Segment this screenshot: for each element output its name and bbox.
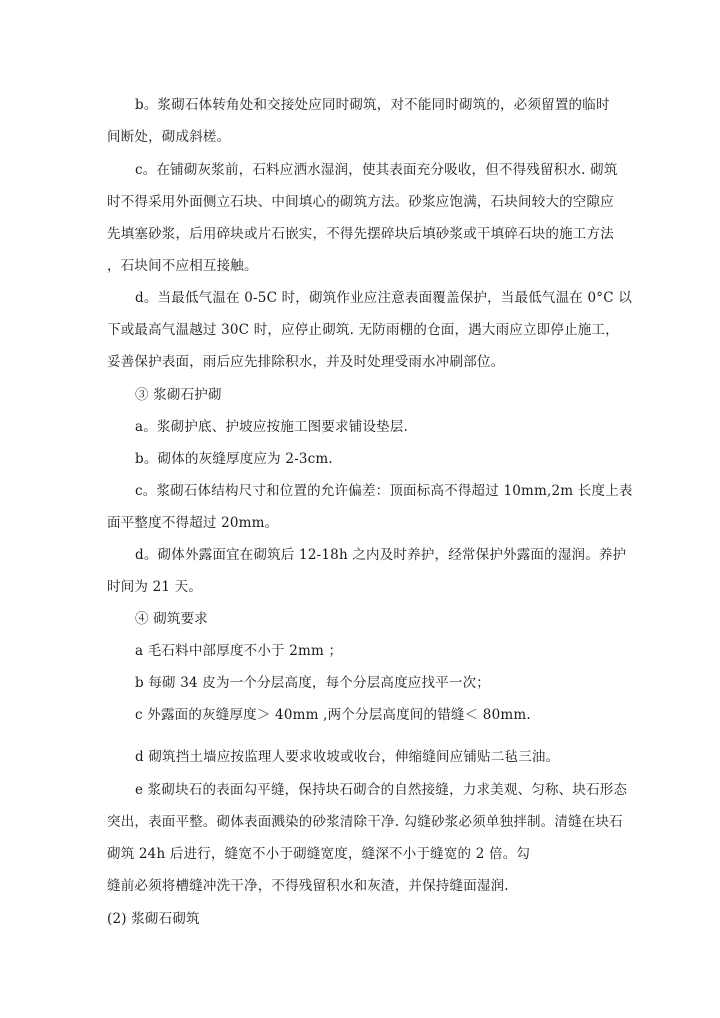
paragraph-a-masonry-protection: a。浆砌护底、护坡应按施工图要求铺设垫层. [135, 419, 409, 435]
paragraph-c-line-1: c。在铺砌灰浆前，石料应洒水湿润，使其表面充分吸收，但不得残留积水. 砌筑 [135, 162, 618, 178]
section-heading-3: ③ 浆砌石护砌 [135, 387, 222, 403]
requirement-e-line-1: e 浆砌块石的表面勾平缝，保持块石砌合的自然接缝，力求美观、匀称、块石形态 [135, 782, 628, 798]
paragraph-b-joint-thickness: b。砌体的灰缝厚度应为 2-3cm. [135, 451, 333, 467]
requirement-b: b 每砌 34 皮为一个分层高度，每个分层高度应找平一次； [135, 675, 490, 691]
section-heading-2: (2) 浆砌石砌筑 [107, 911, 200, 927]
requirement-c: c 外露面的灰缝厚度＞ 40mm ,两个分层高度间的错缝＜ 80mm. [135, 707, 531, 723]
section-heading-4: ④ 砌筑要求 [135, 611, 208, 627]
paragraph-c-line-3: 先填塞砂浆，后用碎块或片石嵌实，不得先摆碎块后填砂浆或干填碎石块的施工方法 [107, 226, 614, 242]
paragraph-d-line-2: 下或最高气温越过 30C 时，应停止砌筑. 无防雨棚的仓面，遇大雨应立即停止施工， [107, 322, 619, 338]
requirement-e-line-4: 缝前必须将槽缝冲洗干净，不得残留积水和灰渣，并保持缝面湿润. [107, 878, 509, 894]
paragraph-d-curing-line-2: 时间为 21 天。 [107, 579, 203, 595]
paragraph-b-line-2: 间断处，砌成斜槎。 [107, 129, 231, 145]
paragraph-d-curing-line-1: d。砌体外露面宜在砌筑后 12-18h 之内及时养护，经常保护外露面的湿润。养护 [135, 547, 627, 563]
paragraph-d-line-3: 妥善保护表面，雨后应先排除积水，并及时处理受雨水冲刷部位。 [107, 354, 505, 370]
paragraph-c-line-2: 时不得采用外面侧立石块、中间填心的砌筑方法。砂浆应饱满，石块间较大的空隙应 [107, 194, 614, 210]
requirement-d: d 砌筑挡土墙应按监理人要求收坡或收台，伸缩缝间应铺贴二毡三油。 [135, 749, 560, 765]
paragraph-b-line-1: b。浆砌石体转角处和交接处应同时砌筑，对不能同时砌筑的，必须留置的临时 [135, 97, 610, 113]
requirement-a: a 毛石料中部厚度不小于 2mm ； [135, 643, 343, 659]
requirement-e-line-3: 砌筑 24h 后进行，缝宽不小于砌缝宽度，缝深不小于缝宽的 2 倍。勾 [107, 846, 531, 862]
paragraph-c-tolerance-line-1: c。浆砌石体结构尺寸和位置的允许偏差：顶面标高不得超过 10mm,2m 长度上表 [135, 483, 633, 499]
paragraph-c-tolerance-line-2: 面平整度不得超过 20mm。 [107, 515, 279, 531]
paragraph-c-line-4: ，石块间不应相互接触。 [107, 258, 258, 274]
requirement-e-line-2: 突出，表面平整。砌体表面溅染的砂浆清除干净. 勾缝砂浆必须单独拌制。清缝在块石 [107, 814, 623, 830]
paragraph-d-line-1: d。当最低气温在 0-5C 时，砌筑作业应注意表面覆盖保护，当最低气温在 0°C 以 [135, 290, 632, 306]
